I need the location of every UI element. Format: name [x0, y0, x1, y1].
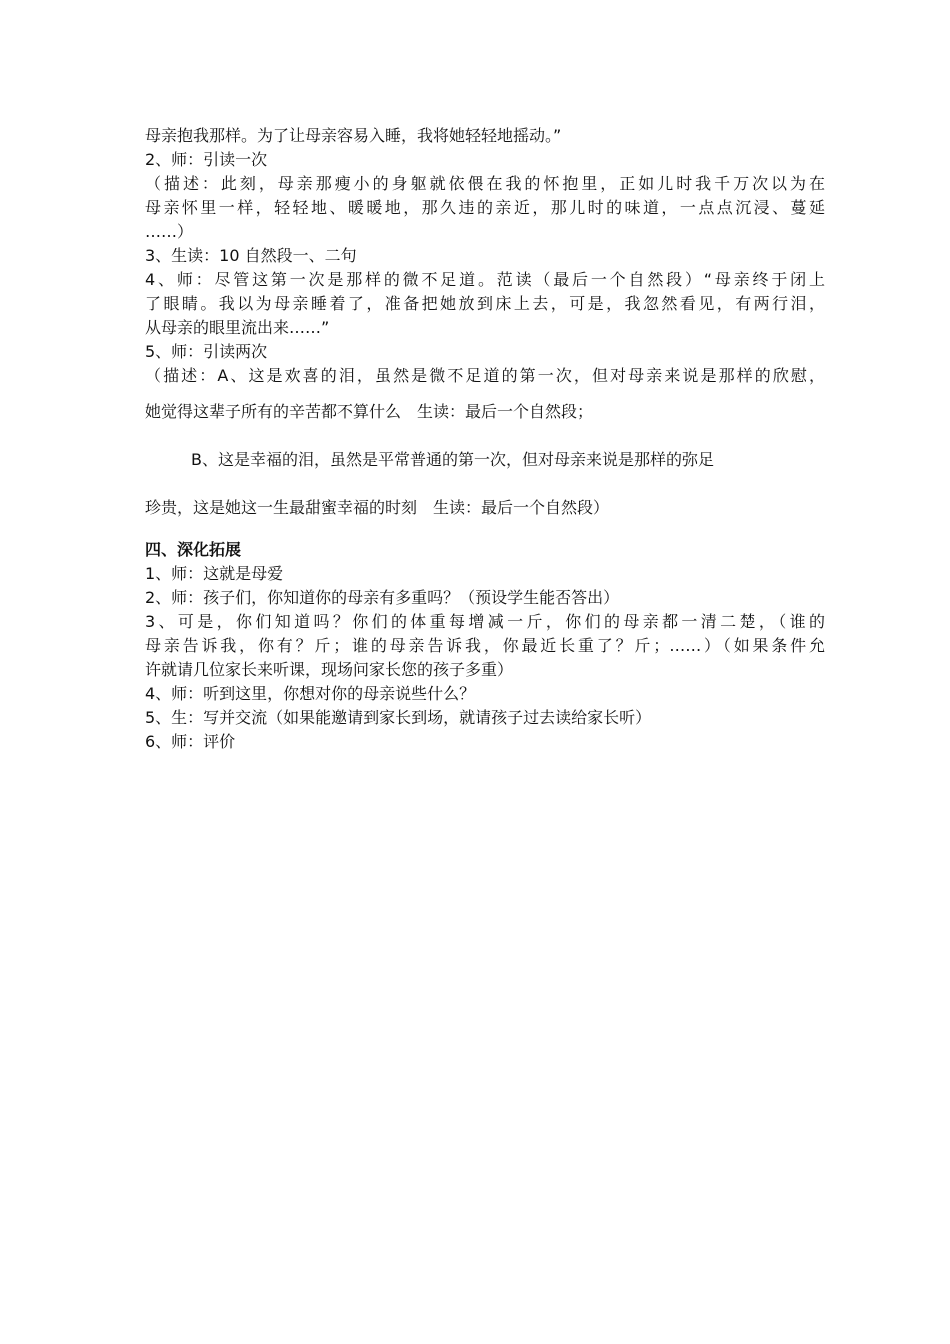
- paragraph-line: 母亲怀里一样，轻轻地、暖暖地，那久违的亲近，那儿时的味道，一点点沉浸、蔓延: [145, 198, 825, 217]
- paragraph-line: 她觉得这辈子所有的辛苦都不算什么 生读：最后一个自然段；: [145, 402, 594, 421]
- paragraph-line: 了眼睛。我以为母亲睡着了，准备把她放到床上去，可是，我忽然看见，有两行泪，: [145, 294, 825, 313]
- paragraph-line: B、这是幸福的泪，虽然是平常普通的第一次，但对母亲来说是那样的弥足: [191, 450, 714, 469]
- section-line: 2、师：孩子们，你知道你的母亲有多重吗？（预设学生能否答出）: [145, 588, 620, 607]
- paragraph-line: 4、师：尽管这第一次是那样的微不足道。范读（最后一个自然段）“母亲终于闭上: [145, 270, 825, 289]
- paragraph-line: 3、生读：10 自然段一、二句: [145, 246, 357, 265]
- document-body: [145, 124, 825, 754]
- section-line: 1、师：这就是母爱: [145, 564, 284, 583]
- section-heading: 四、深化拓展: [145, 540, 242, 559]
- paragraph-line: ……）: [145, 222, 194, 241]
- section-line: 5、生：写并交流（如果能邀请到家长到场，就请孩子过去读给家长听）: [145, 708, 652, 727]
- section-line: 许就请几位家长来听课，现场问家长您的孩子多重）: [145, 660, 514, 679]
- section-line: 母亲告诉我，你有？斤；谁的母亲告诉我，你最近长重了？斤；……）（如果条件允: [145, 636, 825, 655]
- paragraph-line: （描述：A、这是欢喜的泪，虽然是微不足道的第一次，但对母亲来说是那样的欣慰，: [145, 366, 825, 385]
- section-line: 6、师：评价: [145, 732, 236, 751]
- section-line: 3、可是，你们知道吗？你们的体重每增减一斤，你们的母亲都一清二楚，（谁的: [145, 612, 825, 631]
- paragraph-line: 5、师：引读两次: [145, 342, 268, 361]
- paragraph-line: 母亲抱我那样。为了让母亲容易入睡，我将她轻轻地摇动。”: [145, 126, 562, 145]
- section-line: 4、师：听到这里，你想对你的母亲说些什么？: [145, 684, 476, 703]
- paragraph-line: （描述：此刻，母亲那瘦小的身躯就依偎在我的怀抱里，正如儿时我千万次以为在: [145, 174, 825, 193]
- paragraph-line: 从母亲的眼里流出来……”: [145, 318, 330, 337]
- paragraph-line: 2、师：引读一次: [145, 150, 268, 169]
- paragraph-line: 珍贵，这是她这一生最甜蜜幸福的时刻 生读：最后一个自然段）: [145, 498, 610, 517]
